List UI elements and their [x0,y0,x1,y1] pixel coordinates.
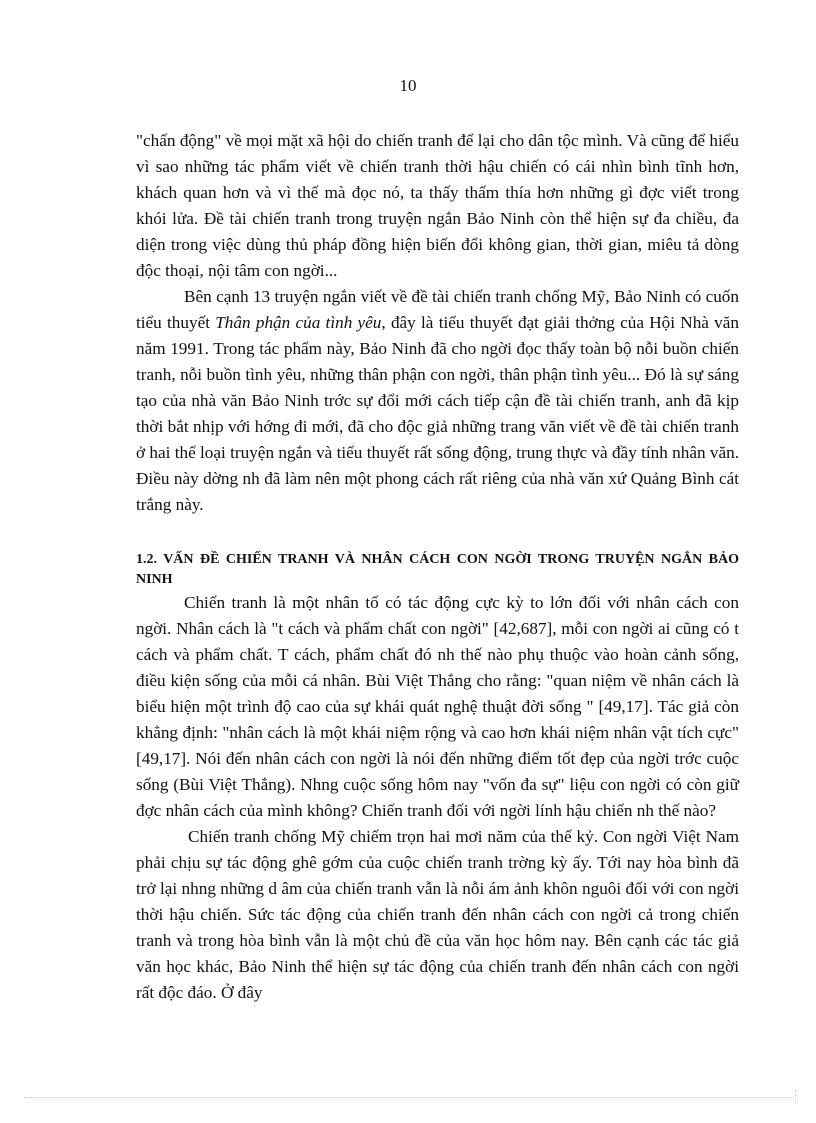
paragraph-text: , đây là tiểu thuyết đạt giải thởng của Hội Nhà văn năm 1991. Trong tác phẩm này, Bảo Ninh đã cho ngời đọc thấy toàn bộ nỗi buồn chiến tranh, nỗi buồn tình yêu, những thân phận con ngời, thân phận tình yêu... Đó là sự sáng tạo của nhà văn Bảo Ninh trớc sự đổi mới cách tiếp cận đề tài chiến tranh, anh đã kịp thời bắt nhịp với hớng đi mới, đã cho độc giả những trang văn viết về đề tài chiến tranh ở hai thể loại truyện ngắn và tiểu thuyết rất sống động, trung thực và đầy tính nhân văn. Điều này dờng nh đã làm nên một phong cách rất riêng của nhà văn xứ Quảng Bình cát trắng này. [136,313,739,514]
paragraph-text: Bên cạnh 13 truyện ngắn viết về đề tài chiến tranh chống Mỹ, Bảo Ninh có cuốn tiểu thuyết [136,287,739,332]
paragraph-war-impact: Chiến tranh chống Mỹ chiếm trọn hai mơi năm của thế kỷ. Con ngời Việt Nam phải chịu sự tác động ghê gớm của cuộc chiến tranh trờng kỳ ấy. Tới nay hòa bình đã trở lại nhng những d âm của chiến tranh vẫn là nỗi ám ảnh khôn nguôi đối với con ngời thời hậu chiến. Sức tác động của chiến tranh đến nhân cách con ngời cả trong chiến tranh và trong hòa bình vẫn là một chủ đề của văn học hôm nay. Bên cạnh các tác giả văn học khác, Bảo Ninh thể hiện sự tác động của chiến tranh đến nhân cách con ngời rất độc đáo. Ở đây [136,827,739,1002]
novel-title: Thân phận của tình yêu [215,313,382,332]
section-heading: 1.2. VẤN ĐỀ CHIẾN TRANH VÀ NHÂN CÁCH CON NGỜI TRONG TRUYỆN NGẮN BẢO NINH [136,552,739,587]
paragraph-novel-intro [136,284,739,518]
page-corner-mark [795,1090,796,1104]
paragraph-continuation: "chấn động" về mọi mặt xã hội do chiến tranh để lại cho dân tộc mình. Và cũng để hiểu vì sao những tác phẩm viết về chiến tranh thời hậu chiến có cái nhìn bình tĩnh hơn, khách quan hơn và vì thế mà đọc nó, ta thấy thấm thía hơn những gì đợc viết trong khói lửa. Đề tài chiến tranh trong truyện ngắn Bảo Ninh còn thể hiện sự đa chiều, đa diện trong việc dùng thủ pháp đồng hiện biến đổi không gian, thời gian, miêu tả dòng độc thoại, nội tâm con ngời... [136,131,739,280]
page-bottom-border [24,1097,794,1098]
page-number: 10 [399,76,417,95]
document-body [136,128,739,1006]
paragraph-personality: Chiến tranh là một nhân tố có tác động cực kỳ to lớn đối với nhân cách con ngời. Nhân cách là "t cách và phẩm chất con ngời" [42,687], mỗi con ngời ai cũng có t cách và phẩm chất. T cách, phẩm chất đó nh thế nào phụ thuộc vào hoàn cảnh sống, điều kiện sống của mỗi cá nhân. Bùi Việt Thắng cho rằng: "quan niệm về nhân cách là biểu hiện một trình độ cao của sự khái quát nghệ thuật đời sống " [49,17]. Tác giả còn khẳng định: "nhân cách là một khái niệm rộng và cao hơn khái niệm nhân vật tích cực" [49,17]. Nói đến nhân cách con ngời là nói đến những điểm tốt đẹp của ngời trớc cuộc sống (Bùi Việt Thắng). Nhng cuộc sống hôm nay "vốn đa sự" liệu con ngời có còn giữ đợc nhân cách của mình không? Chiến tranh đối với ngời lính hậu chiến nh thế nào? [136,593,739,820]
